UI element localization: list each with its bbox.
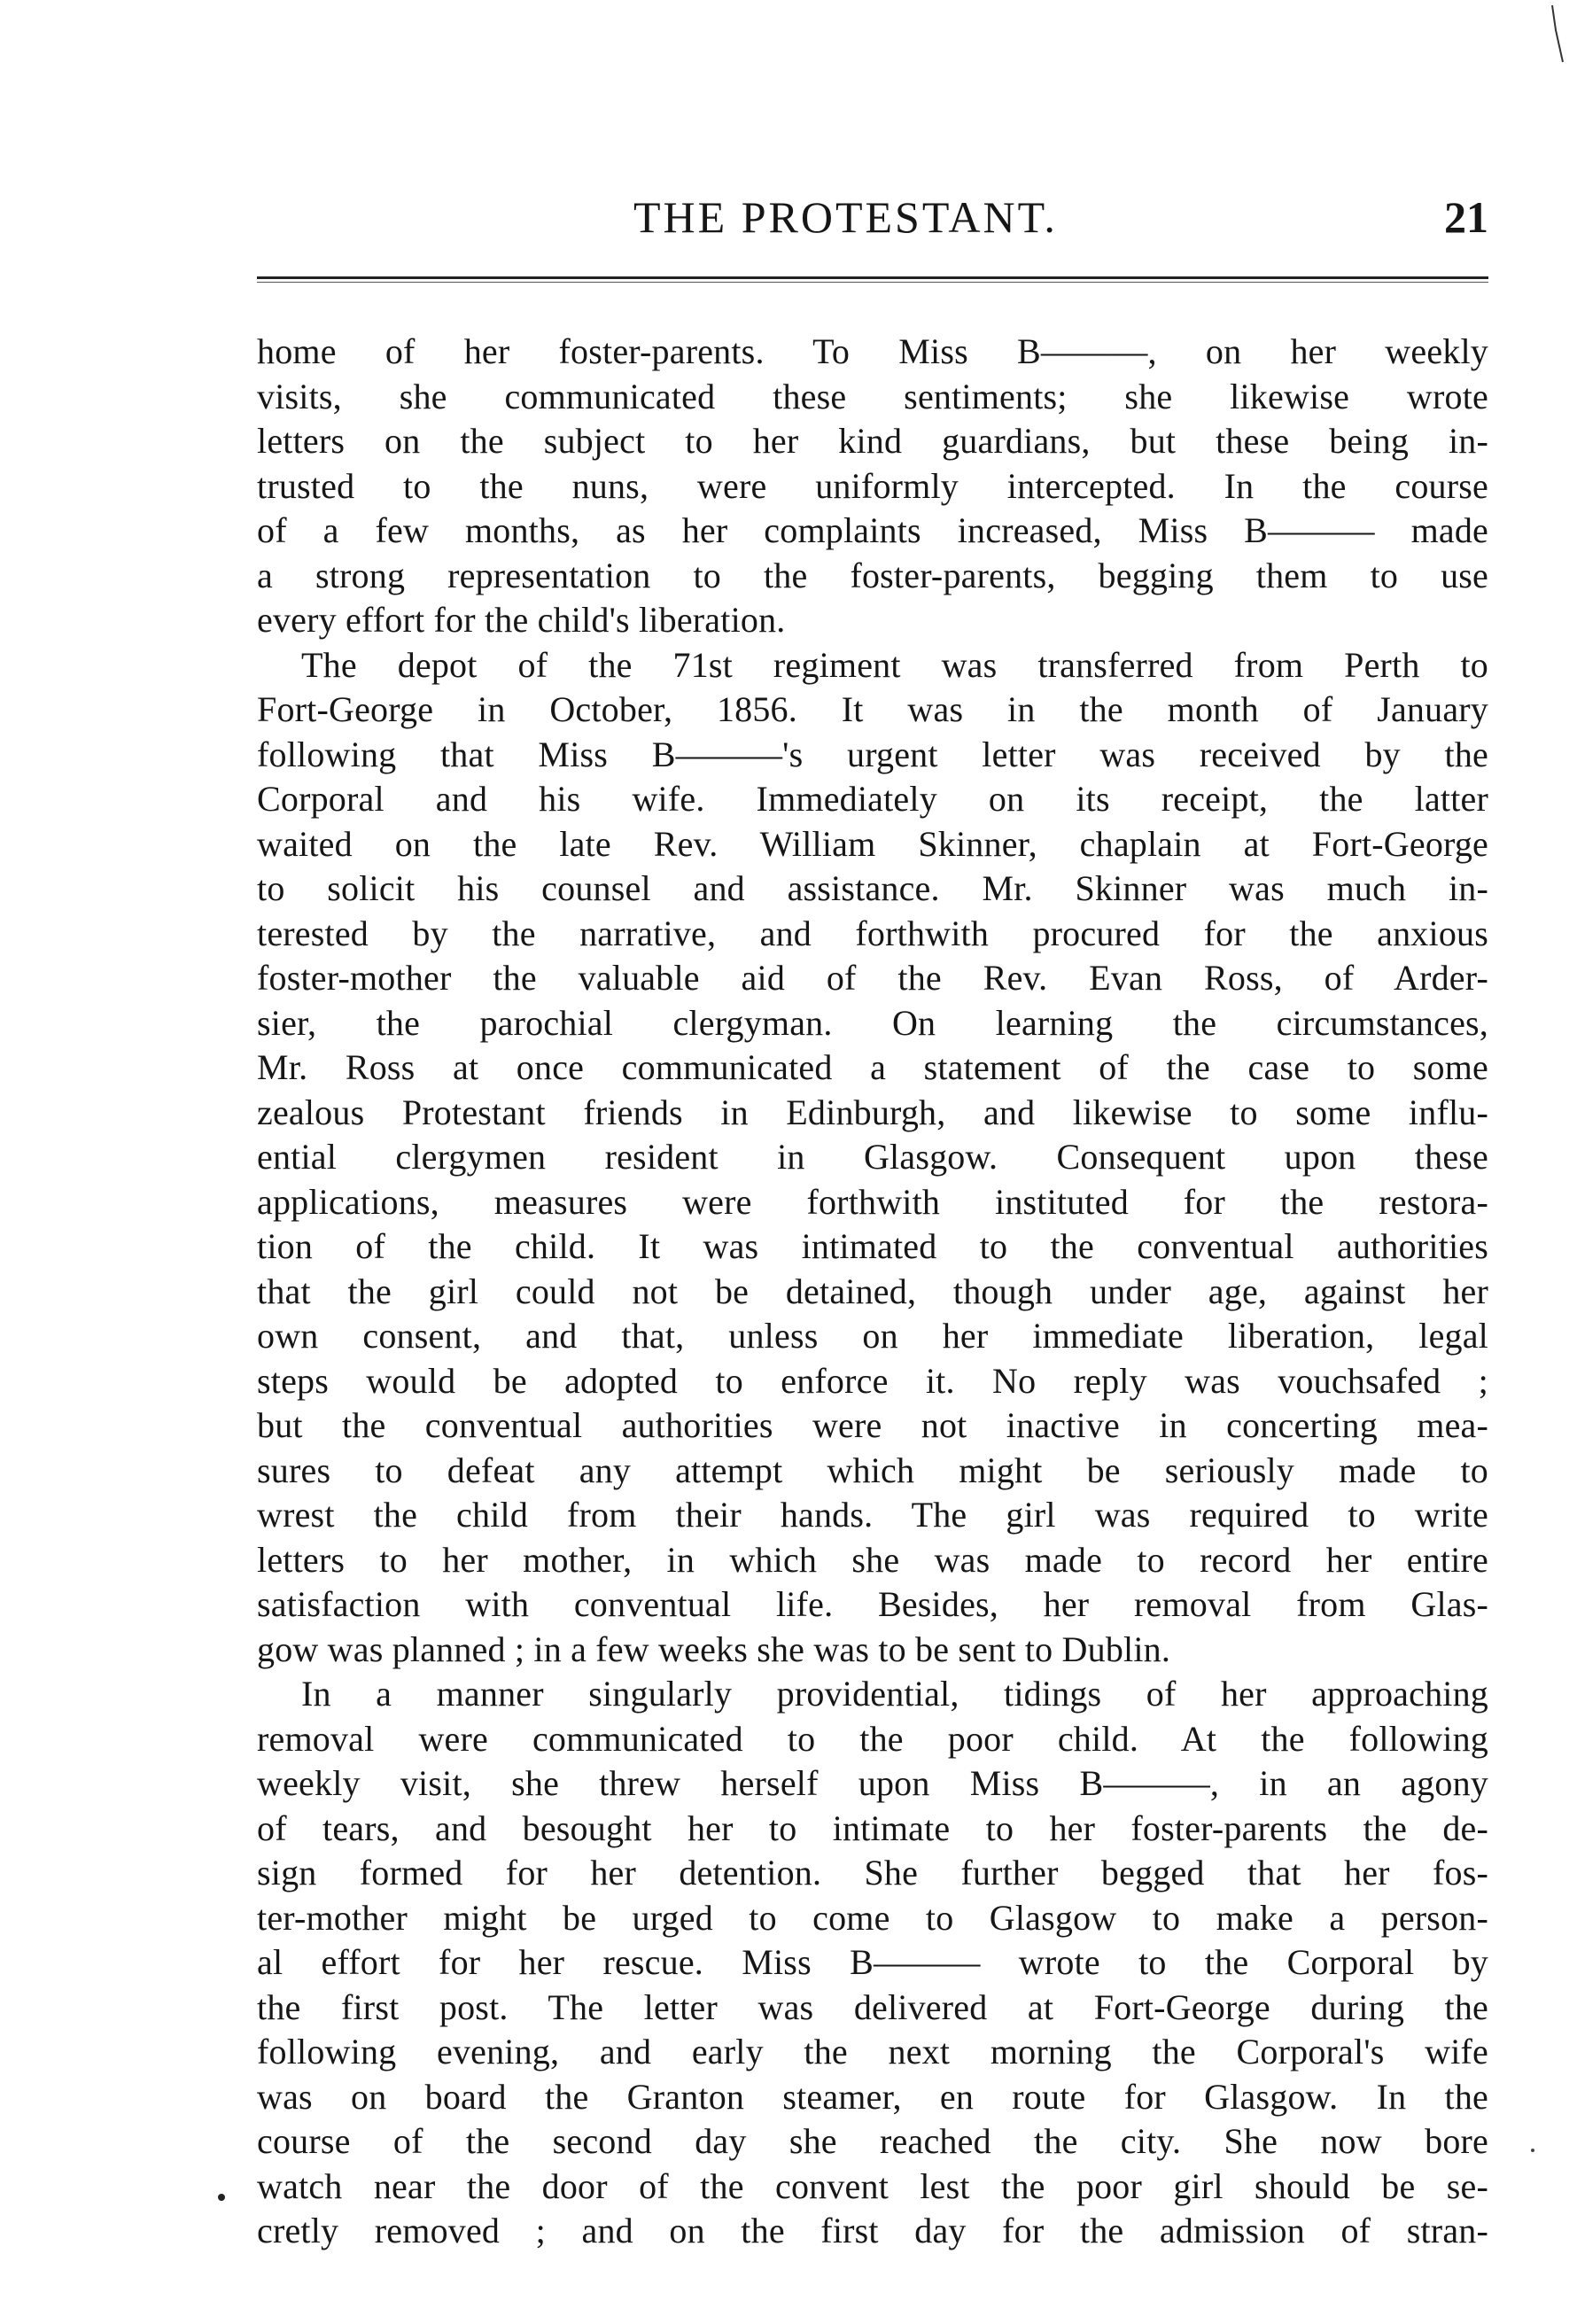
text-line: every effort for the child's liberation.: [257, 600, 786, 640]
text-line: removal were communicated to the poor child. At the following: [257, 1718, 1488, 1759]
text-line: own consent, and that, unless on her immediate liberation, legal: [257, 1316, 1488, 1356]
text-line: Fort-George in October, 1856. It was in the month of January: [257, 689, 1488, 729]
text-line: to solicit his counsel and assistance. Mr. Skinner was much in-: [257, 868, 1488, 908]
text-line: sier, the parochial clergyman. On learning the circumstances,: [257, 1002, 1488, 1043]
text-line: sign formed for her detention. She further begged that her fos-: [257, 1853, 1488, 1893]
body-text: [257, 330, 1488, 2254]
text-line: course of the second day she reached the city. She now bore: [257, 2121, 1488, 2161]
text-line: al effort for her rescue. Miss B——— wrote to the Corporal by: [257, 1942, 1488, 1982]
text-line: In a manner singularly providential, tidings of her approaching: [301, 1674, 1488, 1714]
text-line: following that Miss B———'s urgent letter was received by the: [257, 734, 1488, 774]
text-line: but the conventual authorities were not inactive in concerting mea-: [257, 1405, 1488, 1445]
text-line: of a few months, as her complaints increased, Miss B——— made: [257, 510, 1488, 550]
text-line: cretly removed ; and on the first day for the admission of stran-: [257, 2211, 1488, 2250]
text-line: terested by the narrative, and forthwith procured for the anxious: [257, 913, 1488, 953]
text-line: trusted to the nuns, were uniformly intercepted. In the course: [257, 465, 1488, 506]
text-line: zealous Protestant friends in Edinburgh, and likewise to some influ-: [257, 1092, 1488, 1132]
text-line: waited on the late Rev. William Skinner, chaplain at Fort-George: [257, 823, 1488, 864]
text-line: Mr. Ross at once communicated a statement of the case to some: [257, 1047, 1488, 1087]
text-line: applications, measures were forthwith instituted for the restora-: [257, 1181, 1488, 1222]
text-line: ential clergymen resident in Glasgow. Consequent upon these: [257, 1137, 1488, 1177]
text-line: following evening, and early the next morning the Corporal's wife: [257, 2032, 1488, 2071]
header-rule-thin: [257, 282, 1488, 283]
text-line: sures to defeat any attempt which might be seriously made to: [257, 1450, 1488, 1490]
text-line: satisfaction with conventual life. Besides, her removal from Glas-: [257, 1584, 1488, 1624]
text-line: a strong representation to the foster-parents, begging them to use: [257, 555, 1488, 595]
running-title: THE PROTESTANT.: [633, 192, 1058, 242]
text-line: gow was planned ; in a few weeks she was to be sent to Dublin.: [257, 1628, 1171, 1669]
text-line: home of her foster-parents. To Miss B———, on her weekly: [257, 331, 1488, 371]
text-line: Corporal and his wife. Immediately on its receipt, the latter: [257, 779, 1488, 819]
page-header: [257, 186, 1488, 248]
text-line: was on board the Granton steamer, en route for Glasgow. In the: [257, 2076, 1488, 2117]
text-line: wrest the child from their hands. The girl was required to write: [257, 1495, 1488, 1535]
header-rule: [257, 276, 1488, 279]
text-line: the first post. The letter was delivered at Fort-George during the: [257, 1986, 1488, 2027]
page-number: 21: [1444, 192, 1488, 242]
text-line: weekly visit, she threw herself upon Miss B———, in an agony: [257, 1763, 1488, 1803]
margin-speck: [1531, 2149, 1534, 2152]
text-line: watch near the door of the convent lest the poor girl should be se-: [257, 2165, 1488, 2206]
text-line: tion of the child. It was intimated to the conventual authorities: [257, 1226, 1488, 1266]
text-line: visits, she communicated these sentiments; she likewise wrote: [257, 376, 1488, 416]
text-line: letters to her mother, in which she was made to record her entire: [257, 1539, 1488, 1580]
scan-mark: [1549, 4, 1566, 66]
text-line: The depot of the 71st regiment was transferred from Perth to: [301, 644, 1488, 685]
margin-speck: [218, 2194, 225, 2201]
text-line: foster-mother the valuable aid of the Rev. Evan Ross, of Arder-: [257, 958, 1488, 998]
text-line: ter-mother might be urged to come to Glasgow to make a person-: [257, 1897, 1488, 1938]
text-line: steps would be adopted to enforce it. No reply was vouchsafed ;: [257, 1360, 1488, 1401]
text-line: that the girl could not be detained, though under age, against her: [257, 1271, 1488, 1311]
text-line: letters on the subject to her kind guardians, but these being in-: [257, 421, 1488, 461]
text-line: of tears, and besought her to intimate to her foster-parents the de-: [257, 1807, 1488, 1848]
